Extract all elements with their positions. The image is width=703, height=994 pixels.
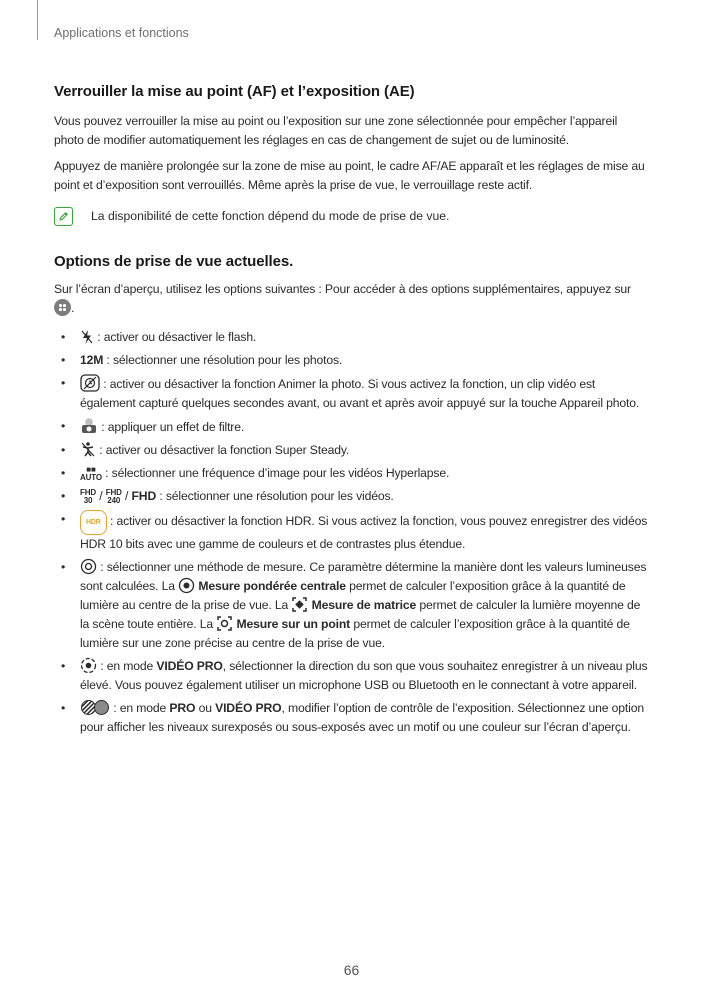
fhd-30-icon: FHD 30 [80,488,96,505]
list-item-motion-photo: • : activer ou désactiver la fonction Animer la photo. Si vous activez la fonction, un clip vidéo est également capturé quelques secondes avant, ou avant et après avoir appuyé sur la touche Appareil photo. [54,374,650,413]
metering-icon [80,558,97,575]
page-number: 66 [343,962,360,978]
hyperlapse-auto-icon: ■■ AUTO [80,465,102,482]
list-item-filter: • : appliquer un effet de filtre. [54,417,650,437]
filter-icon [80,417,98,435]
note-box [54,207,650,226]
section-title-af-ae: Verrouiller la mise au point (AF) et l’exposition (AE) [54,83,415,100]
list-item-zebra: • : en mode PRO ou VIDÉO PRO, modifier l’option de contrôle de l’exposition. Sélectionnez une option pour afficher les niveaux surexposés ou sous-exposés avec un motif ou une couleur sur l’écran d’aperçu. [54,699,650,737]
matrix-metering-icon [291,596,308,613]
hdr-icon: HDR [80,510,107,535]
audio-direction-icon [80,657,97,674]
page-content [54,82,650,741]
options-intro: Sur l’écran d’aperçu, utilisez les options suivantes : Pour accéder à des options supplémentaires, appuyez sur . [54,282,631,315]
more-options-icon [54,299,71,316]
list-item-super-steady: • : activer ou désactiver la fonction Super Steady. [54,441,650,460]
list-item-flash: • : activer ou désactiver le flash. [54,328,650,347]
fhd-240-icon: FHD 240 [105,488,122,505]
paragraph-af-ae-intro: Vous pouvez verrouiller la mise au point ou l’exposition sur une zone sélectionnée pour empêcher l’appareil photo de modifier automatiquement les réglages en cas de changement de sujet ou de luminosité. [54,114,618,147]
spot-metering-icon [216,615,233,632]
note-pencil-icon [54,207,73,226]
list-item-hyperlapse: • ■■ AUTO : sélectionner une fréquence d’image pour les vidéos Hyperlapse. [54,464,650,483]
list-item-resolution: • 12M : sélectionner une résolution pour les photos. [54,351,650,370]
list-item-metering: • : sélectionner une méthode de mesure. Ce paramètre détermine la manière dont les valeurs lumineuses sont calculées. La Mesure pondérée centrale permet de calculer l’exposition grâce à la quantité de lumière au centre de la prise de vue. La Mesure de matrice permet de calculer la lumière moyenne de la scène toute entière. La Mesure sur un point permet de calculer l’exposition grâce à la quantité de lumière sur une zone précise au centre de la prise de vue. [54,558,650,653]
list-item-hdr: • HDR : activer ou désactiver la fonction HDR. Si vous activez la fonction, vous pouvez enregistrer des vidéos HDR 10 bits avec une gamme de couleurs et de contrastes plus étendue. [54,510,650,554]
motion-photo-icon [80,374,100,392]
list-item-video-resolution: • FHD 30 / FHD 240 / FHD : sélectionner une résolution pour les vidéos. [54,487,650,506]
center-weighted-icon [178,577,195,594]
header-divider [37,0,38,40]
zebra-exposure-icon [80,699,110,716]
options-list [54,328,650,737]
section-title-options: Options de prise de vue actuelles. [54,253,294,270]
super-steady-icon [80,441,96,458]
header-title: Applications et fonctions [54,26,189,40]
paragraph-af-ae-lock: Appuyez de manière prolongée sur la zone de mise au point, le cadre AF/AE apparaît et les réglages de mise au point et d’exposition sont verrouillés. Même après la prise de vue, le verrouillage reste actif. [54,159,645,192]
list-item-audio-direction: • : en mode VIDÉO PRO, sélectionner la direction du son que vous souhaitez enregistrer à un niveau plus élevé. Vous pouvez également utiliser un microphone USB ou Bluetooth en le connectant à votre appareil. [54,657,650,695]
flash-icon [80,329,94,345]
note-text: La disponibilité de cette fonction dépend du mode de prise de vue. [91,209,450,223]
